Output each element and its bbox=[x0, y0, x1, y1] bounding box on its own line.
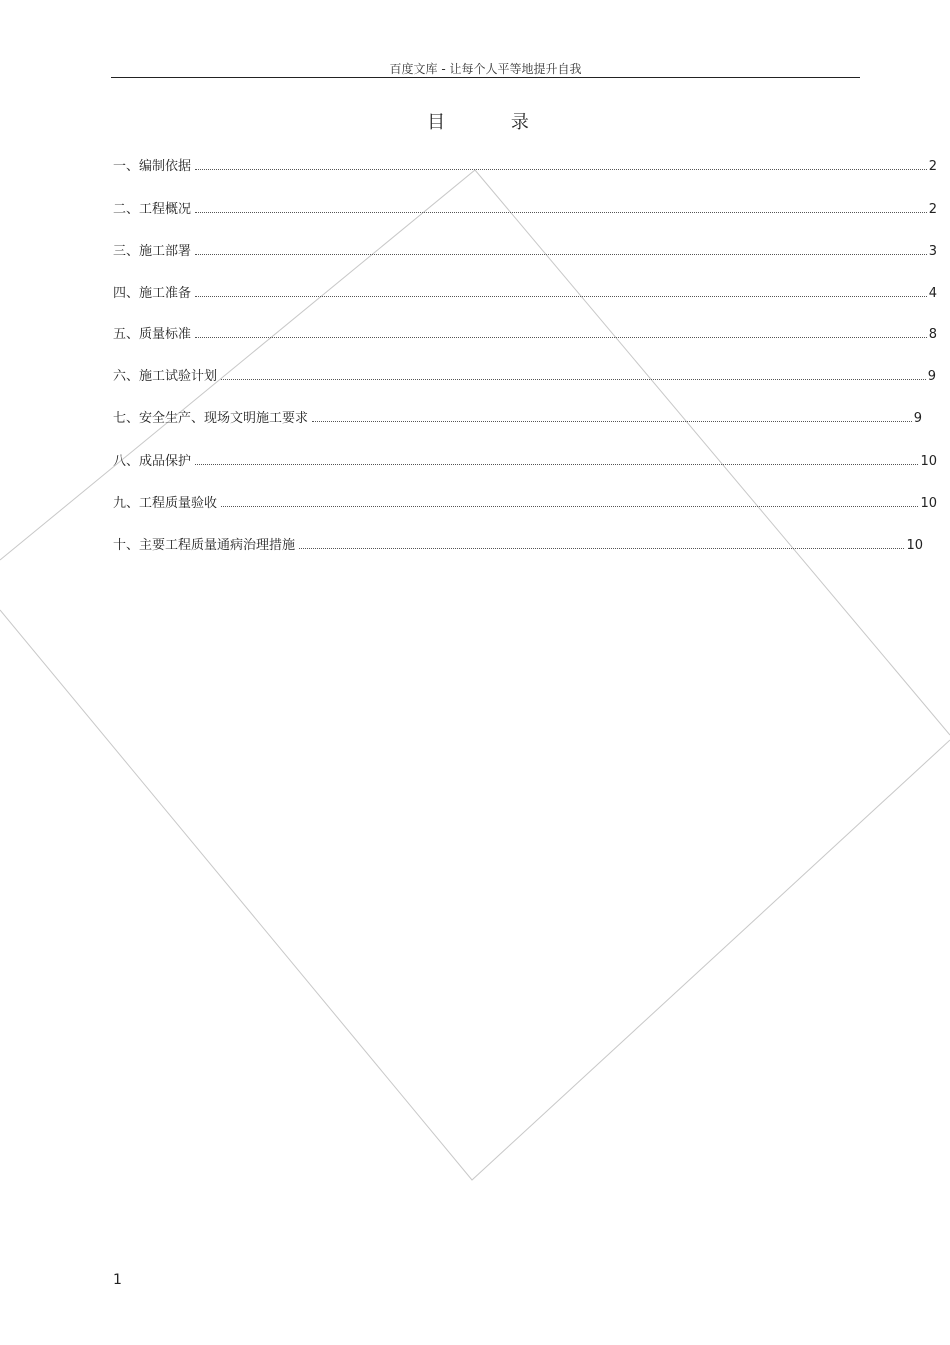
toc-entry[interactable] bbox=[113, 198, 937, 217]
toc-entry[interactable] bbox=[113, 534, 923, 553]
toc-entry[interactable] bbox=[113, 450, 937, 469]
toc-title: 目 录 bbox=[427, 112, 559, 133]
toc-entry-label: 三、施工部署 bbox=[113, 244, 192, 259]
toc-entry[interactable] bbox=[113, 323, 937, 342]
toc-leader-dots bbox=[195, 464, 918, 465]
toc-entry[interactable] bbox=[113, 365, 936, 384]
toc-entry-label: 五、质量标准 bbox=[113, 327, 192, 342]
toc-entry-page: 10 bbox=[920, 454, 937, 469]
toc-leader-dots bbox=[195, 169, 927, 170]
toc-entry-page: 10 bbox=[920, 496, 937, 511]
toc-leader-dots bbox=[299, 548, 904, 549]
toc-entry-label: 八、成品保护 bbox=[113, 454, 192, 469]
toc-entry-page: 3 bbox=[928, 244, 937, 259]
toc-entry-label: 十、主要工程质量通病治理措施 bbox=[113, 538, 296, 553]
toc-entry-label: 一、编制依据 bbox=[113, 159, 192, 174]
toc-entry-page: 2 bbox=[928, 202, 937, 217]
toc-entry-page: 4 bbox=[928, 286, 937, 301]
page-number: 1 bbox=[113, 1272, 122, 1288]
toc-entry[interactable] bbox=[113, 407, 922, 426]
toc-entry-page: 9 bbox=[913, 411, 922, 426]
toc-leader-dots bbox=[195, 296, 927, 297]
toc-leader-dots bbox=[221, 379, 926, 380]
toc-entry-label: 二、工程概况 bbox=[113, 202, 192, 217]
toc-entry-label: 七、安全生产、现场文明施工要求 bbox=[113, 411, 309, 426]
toc-entry-page: 2 bbox=[928, 159, 937, 174]
toc-entry[interactable] bbox=[113, 492, 937, 511]
header-rule bbox=[111, 77, 860, 78]
toc-entry-page: 9 bbox=[927, 369, 936, 384]
toc-entry-page: 10 bbox=[906, 538, 923, 553]
toc-entry-label: 六、施工试验计划 bbox=[113, 369, 218, 384]
toc-leader-dots bbox=[221, 506, 918, 507]
toc-leader-dots bbox=[195, 212, 927, 213]
toc-entry[interactable] bbox=[113, 240, 937, 259]
toc-entry[interactable] bbox=[113, 155, 937, 174]
page-header: 百度文库 - 让每个人平等地提升自我 bbox=[389, 62, 582, 76]
toc-leader-dots bbox=[312, 421, 912, 422]
toc-entry[interactable] bbox=[113, 282, 937, 301]
toc-entry-label: 四、施工准备 bbox=[113, 286, 192, 301]
toc-leader-dots bbox=[195, 254, 927, 255]
toc-entry-label: 九、工程质量验收 bbox=[113, 496, 218, 511]
toc-leader-dots bbox=[195, 337, 927, 338]
toc-entry-page: 8 bbox=[928, 327, 937, 342]
